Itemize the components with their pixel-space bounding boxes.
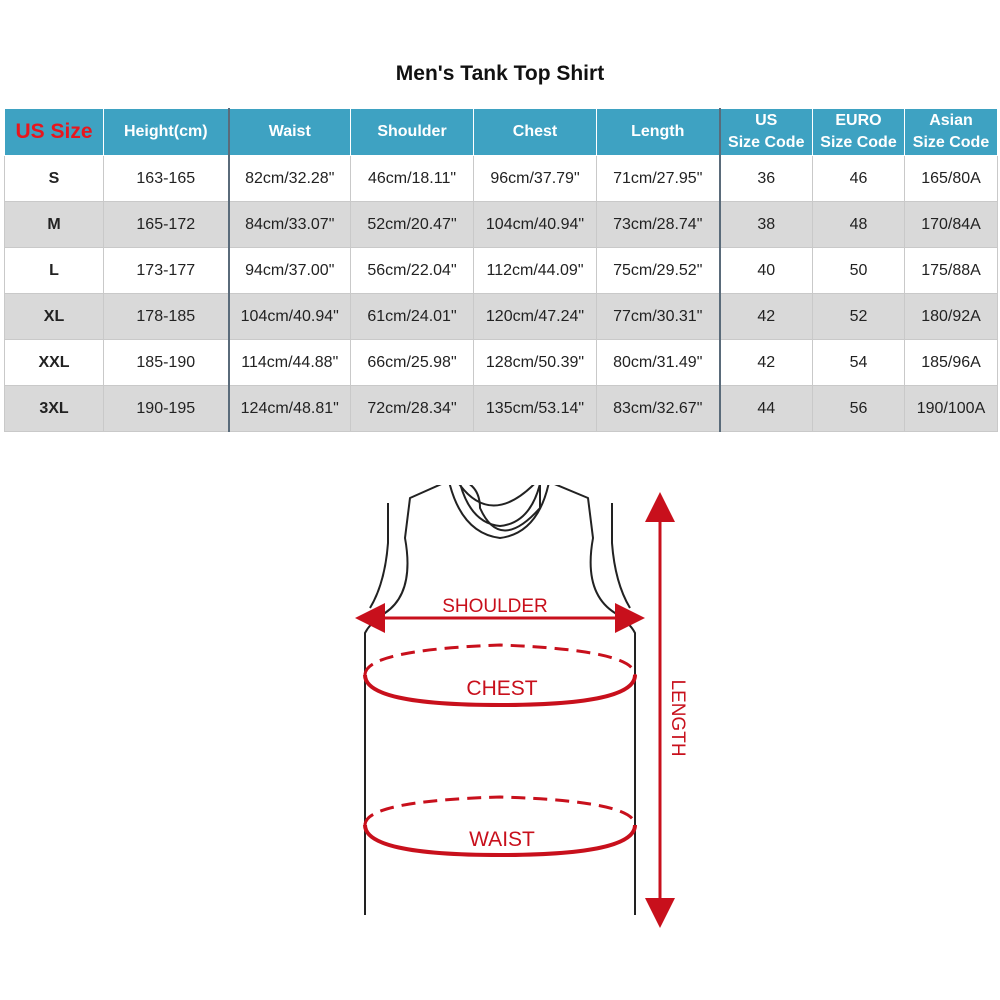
table-row bbox=[5, 202, 998, 248]
column-header bbox=[104, 109, 229, 156]
table-cell: 94cm/37.00" bbox=[229, 248, 351, 294]
table-cell: 72cm/28.34" bbox=[351, 386, 474, 432]
table-cell: 61cm/24.01" bbox=[351, 294, 474, 340]
table-cell: 185-190 bbox=[104, 340, 229, 386]
table-cell: 180/92A bbox=[905, 294, 998, 340]
table-cell: 163-165 bbox=[104, 156, 229, 202]
table-cell: 44 bbox=[720, 386, 813, 432]
table-cell: 66cm/25.98" bbox=[351, 340, 474, 386]
table-cell: 52 bbox=[813, 294, 905, 340]
chest-label: CHEST bbox=[466, 677, 538, 700]
table-cell: 54 bbox=[813, 340, 905, 386]
chest-measure bbox=[365, 645, 635, 705]
table-row bbox=[5, 156, 998, 202]
table-cell: 120cm/47.24" bbox=[474, 294, 597, 340]
column-header bbox=[905, 109, 998, 156]
table-cell: 175/88A bbox=[905, 248, 998, 294]
column-header-label: US Size bbox=[15, 120, 93, 143]
table-cell: 165/80A bbox=[905, 156, 998, 202]
column-header bbox=[5, 109, 104, 156]
length-label: LENGTH bbox=[667, 679, 688, 757]
column-header-label: Chest bbox=[512, 123, 558, 140]
table-cell: 82cm/32.28" bbox=[229, 156, 351, 202]
column-header-sublabel: Size Code bbox=[820, 134, 897, 151]
column-header bbox=[229, 109, 351, 156]
table-cell: 112cm/44.09" bbox=[474, 248, 597, 294]
table-cell: 165-172 bbox=[104, 202, 229, 248]
table-body bbox=[5, 156, 998, 432]
tank-top-svg bbox=[340, 485, 700, 935]
column-header bbox=[720, 109, 813, 156]
table-cell: 38 bbox=[720, 202, 813, 248]
table-cell: 190-195 bbox=[104, 386, 229, 432]
table-cell: 42 bbox=[720, 340, 813, 386]
table-cell: 73cm/28.74" bbox=[597, 202, 720, 248]
column-header-label: Waist bbox=[268, 123, 311, 140]
table-cell: 84cm/33.07" bbox=[229, 202, 351, 248]
table-cell: 83cm/32.67" bbox=[597, 386, 720, 432]
table-row bbox=[5, 386, 998, 432]
column-header bbox=[474, 109, 597, 156]
column-header-label: Height(cm) bbox=[123, 123, 208, 140]
column-header-label: Shoulder bbox=[377, 123, 447, 140]
column-header-label: US bbox=[755, 112, 778, 129]
table-cell: 75cm/29.52" bbox=[597, 248, 720, 294]
table-cell: 128cm/50.39" bbox=[474, 340, 597, 386]
table-cell: 46 bbox=[813, 156, 905, 202]
table-cell: 71cm/27.95" bbox=[597, 156, 720, 202]
chest-back-arc bbox=[365, 645, 635, 675]
size-label-cell: M bbox=[5, 202, 104, 248]
table-cell: 104cm/40.94" bbox=[229, 294, 351, 340]
table-cell: 36 bbox=[720, 156, 813, 202]
table-row bbox=[5, 248, 998, 294]
waist-label: WAIST bbox=[469, 828, 535, 851]
column-header-sublabel: Size Code bbox=[912, 134, 990, 151]
column-header bbox=[813, 109, 905, 156]
shoulder-measure bbox=[370, 596, 630, 618]
table-cell: 124cm/48.81" bbox=[229, 386, 351, 432]
shoulder-label: SHOULDER bbox=[442, 596, 548, 617]
table-cell: 185/96A bbox=[905, 340, 998, 386]
table-cell: 42 bbox=[720, 294, 813, 340]
table-cell: 104cm/40.94" bbox=[474, 202, 597, 248]
column-header-sublabel: Size Code bbox=[728, 134, 805, 151]
size-label-cell: L bbox=[5, 248, 104, 294]
table-header-row bbox=[5, 109, 998, 156]
column-header bbox=[597, 109, 720, 156]
table-cell: 52cm/20.47" bbox=[351, 202, 474, 248]
table-cell: 178-185 bbox=[104, 294, 229, 340]
table-cell: 56cm/22.04" bbox=[351, 248, 474, 294]
size-label-cell: XXL bbox=[5, 340, 104, 386]
table-cell: 135cm/53.14" bbox=[474, 386, 597, 432]
waist-measure bbox=[365, 797, 635, 855]
table-cell: 50 bbox=[813, 248, 905, 294]
column-header bbox=[351, 109, 474, 156]
tank-top-measurement-diagram bbox=[340, 485, 700, 935]
table-cell: 170/84A bbox=[905, 202, 998, 248]
table-cell: 96cm/37.79" bbox=[474, 156, 597, 202]
table-cell: 190/100A bbox=[905, 386, 998, 432]
length-measure bbox=[660, 507, 688, 913]
size-label-cell: XL bbox=[5, 294, 104, 340]
table-row bbox=[5, 340, 998, 386]
table-cell: 46cm/18.11" bbox=[351, 156, 474, 202]
table-cell: 114cm/44.88" bbox=[229, 340, 351, 386]
table-cell: 80cm/31.49" bbox=[597, 340, 720, 386]
column-header-label: EURO bbox=[835, 112, 882, 129]
table-row bbox=[5, 294, 998, 340]
page-title: Men's Tank Top Shirt bbox=[395, 62, 605, 85]
column-header-label: Asian bbox=[929, 112, 973, 129]
table-cell: 40 bbox=[720, 248, 813, 294]
waist-back-arc bbox=[365, 797, 635, 825]
column-header-label: Length bbox=[631, 123, 685, 140]
table-cell: 56 bbox=[813, 386, 905, 432]
size-label-cell: 3XL bbox=[5, 386, 104, 432]
table-cell: 77cm/30.31" bbox=[597, 294, 720, 340]
table-cell: 48 bbox=[813, 202, 905, 248]
table-cell: 173-177 bbox=[104, 248, 229, 294]
size-label-cell: S bbox=[5, 156, 104, 202]
size-chart-table bbox=[4, 108, 998, 432]
